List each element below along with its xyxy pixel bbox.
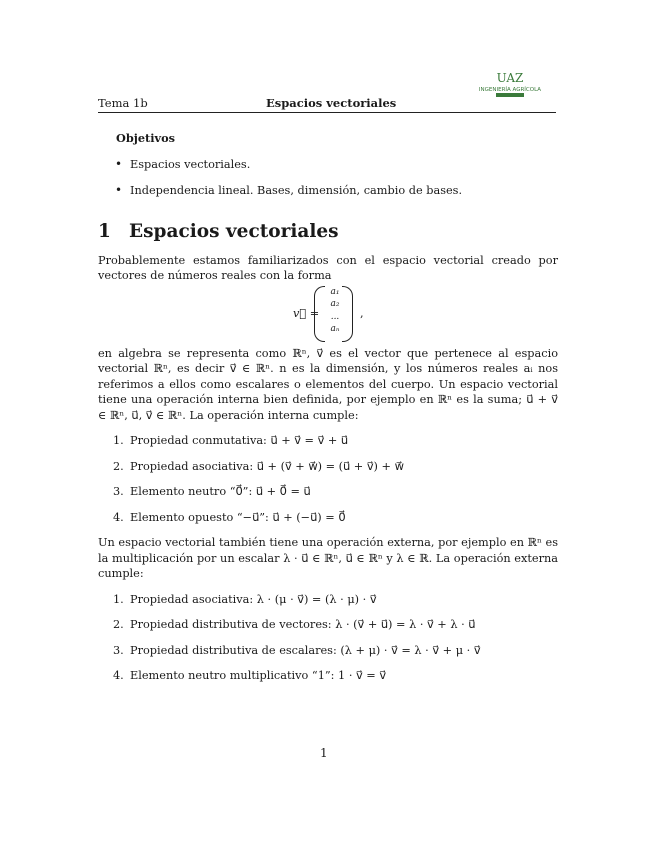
- page-number: 1: [320, 746, 328, 760]
- vector-definition: [98, 286, 558, 342]
- vector-entry: a₁: [330, 286, 340, 297]
- objective-item: • Espacios vectoriales.: [98, 157, 558, 173]
- right-paren: [342, 286, 353, 342]
- external-property: 1. Propiedad asociativa: λ · (μ · v⃗) = (λ · μ) · v⃗: [113, 592, 377, 606]
- section-number: 1: [98, 220, 111, 242]
- external-property: 4. Elemento neutro multiplicativo “1”: 1 · v⃗ = v⃗: [113, 669, 387, 682]
- paragraph-definition: en algebra se representa como ℝⁿ, v⃗ es el vector que pertenece al espacio vectorial ℝⁿ, es decir v⃗ ∈ ℝⁿ. n es la dimensión, y los números reales aᵢ nos referimos a ellos como escalares o elementos del cuerpo. Un espacio vectorial tiene una operación interna bien definida, por ejemplo en ℝⁿ es la suma; u⃗ + v⃗ ∈ ℝⁿ, u⃗, v⃗ ∈ ℝⁿ. La operación interna cumple:: [98, 346, 558, 422]
- left-paren: [314, 286, 325, 342]
- header-topic: Tema 1b: [98, 96, 148, 110]
- section-title: Espacios vectoriales: [129, 220, 339, 242]
- vector-entry: ...: [330, 311, 340, 322]
- internal-property: 4. Elemento opuesto “−u⃗”: u⃗ + (−u⃗) = 0⃗: [113, 510, 346, 524]
- header-title: Espacios vectoriales: [266, 96, 397, 110]
- logo-text: UAZ: [496, 71, 524, 85]
- objective-item: • Independencia lineal. Bases, dimensión, cambio de bases.: [98, 183, 558, 199]
- external-property: 3. Propiedad distributiva de escalares: (λ + μ) · v⃗ = λ · v⃗ + μ · v⃗: [113, 643, 481, 657]
- objectives-list: [98, 157, 558, 199]
- objectives-title: Objetivos: [116, 131, 175, 145]
- vector-entry: aₙ: [330, 324, 340, 334]
- paragraph-external: Un espacio vectorial también tiene una operación externa, por ejemplo en ℝⁿ es la multiplicación por un escalar λ · u⃗ ∈ ℝⁿ, u⃗ ∈ ℝⁿ y λ ∈ ℝ. La operación externa cumple:: [98, 536, 558, 580]
- vector-comma: ,: [360, 306, 364, 320]
- internal-property: 3. Elemento neutro “0⃗”: u⃗ + 0⃗ = u⃗: [113, 485, 311, 498]
- external-property: 2. Propiedad distributiva de vectores: λ · (v⃗ + u⃗) = λ · v⃗ + λ · u⃗: [113, 618, 476, 631]
- internal-property: 2. Propiedad asociativa: u⃗ + (v⃗ + w⃗) = (u⃗ + v⃗) + w⃗: [113, 459, 404, 473]
- logo-subtitle: INGENIERÍA AGRÍCOLA: [478, 87, 542, 93]
- vector-entry: a₂: [330, 299, 340, 309]
- external-properties-list: [98, 592, 558, 684]
- page-header: [98, 96, 556, 113]
- page-content: [98, 124, 558, 694]
- section-heading: [98, 221, 558, 243]
- internal-property: 1. Propiedad conmutativa: u⃗ + v⃗ = v⃗ + u⃗: [113, 434, 349, 447]
- vector-lhs: v⃗ =: [293, 306, 320, 320]
- paragraph-intro: Probablemente estamos familiarizados con el espacio vectorial creado por vectores de números reales con la forma: [98, 253, 558, 282]
- internal-properties-list: [98, 433, 558, 525]
